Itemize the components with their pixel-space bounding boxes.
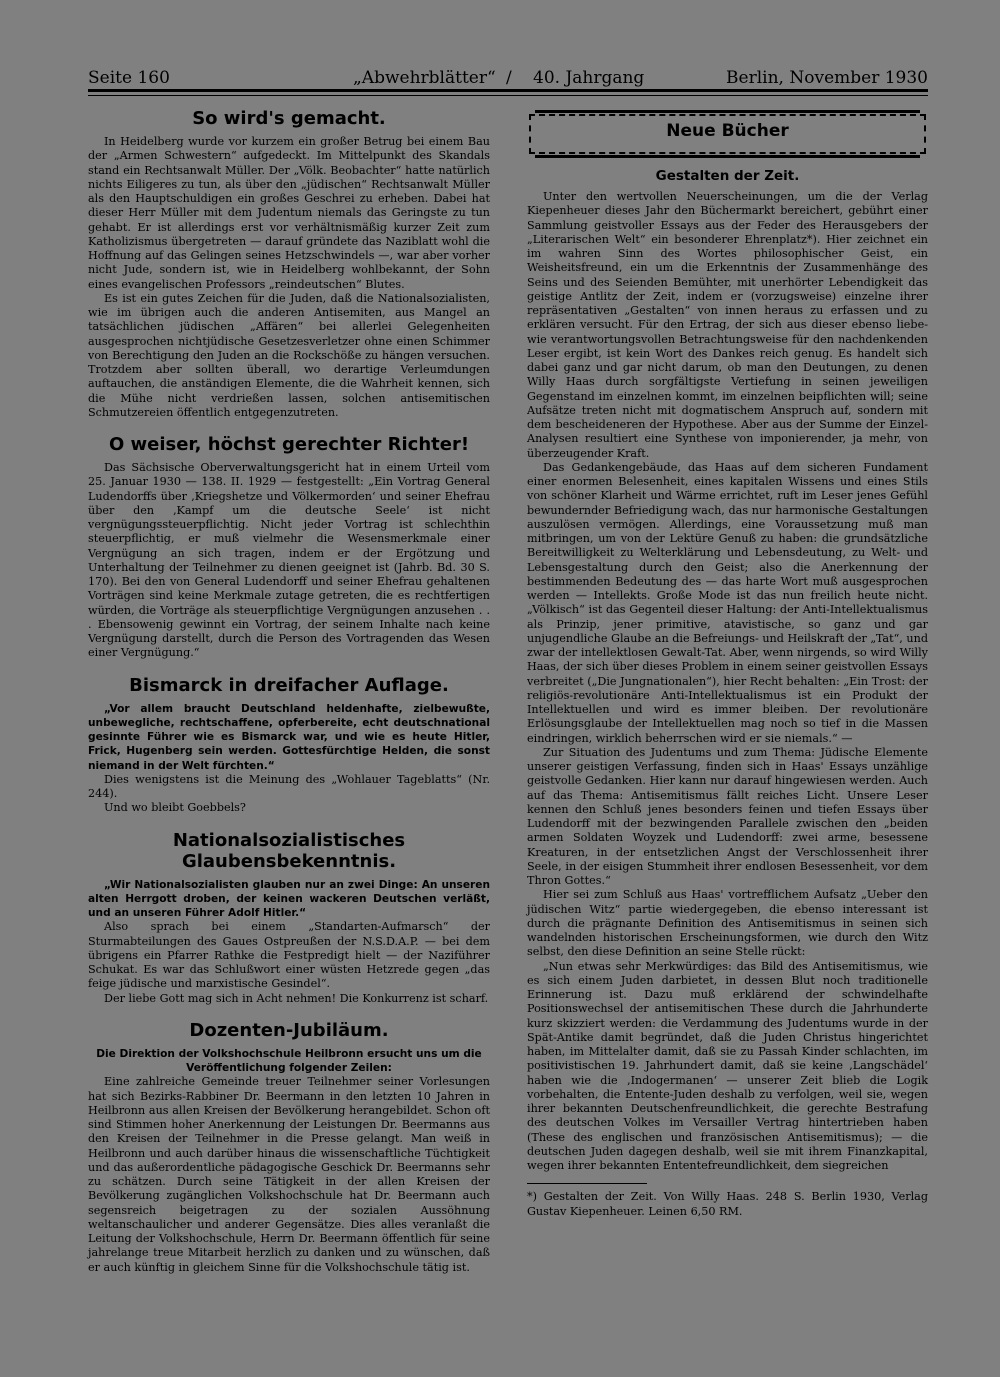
paragraph: Eine zahlreiche Gemeinde treuer Teilnehmer seiner Vorlesungen hat sich Bezirks-Rabbiner Dr. Beermann in den letzten 10 Jahren in Heilbronn aus allen Kreisen der Bevölkerung herangebildet. Schon oft sind Stimmen hoher Anerkennung der Leistungen Dr. Beermanns aus den Kreisen der Teilnehmer in die Presse gelangt. Man weiß in Heilbronn und auch darüber hinaus die wissenschaftliche Tüchtigkeit und das außerordentliche pädagogische Geschick Dr. Beermanns sehr zu schätzen. Durch seine Tätigkeit in der allen Kreisen der Bevölkerung zugänglichen Volkshochschule hat Dr. Beermann auch segensreich beigetragen zu der sozialen Aussöhnung weltanschaulicher und anderer Gegensätze. Dies alles veranlaßt die Leitung der Volkshochschule, Herrn Dr. Beermann öffentlich für seine jahrelange treue Mitarbeit herzlich zu danken und zu wünschen, daß er auch künftig in gleichem Sinne für die Volkshochschule tätig ist. <box>88 1075 490 1274</box>
header-separator: / <box>506 68 512 88</box>
paragraph: Also sprach bei einem „Standarten-Aufmarsch“ der Sturmabteilungen des Gaues Ostpreußen der N.S.D.A.P. — bei dem übrigens ein Pfarrer Rathke die Festpredigt hielt — der Naziführer Schukat. Es war das Schlußwort einer wüsten Hetzrede gegen „das feige jüdische und marxistische Gesindel“. <box>88 920 490 991</box>
article-title: Nationalsozialistisches Glaubensbekenntnis. <box>172 829 406 872</box>
paragraph: Der liebe Gott mag sich in Acht nehmen! Die Konkurrenz ist scharf. <box>104 991 489 1005</box>
box-rule-top <box>535 110 920 113</box>
left-column <box>88 108 490 1289</box>
quote-paragraph: „Wir Nationalsozialisten glauben nur an zwei Dinge: An unseren alten Herrgott droben, der keinen wackeren Deutschen verläßt, und an unseren Führer Adolf Hitler.“ <box>88 878 490 919</box>
article-title: Bismarck in dreifacher Auflage. <box>129 674 449 696</box>
review-title: Gestalten der Zeit. <box>655 168 800 184</box>
article-title: So wird's gemacht. <box>192 108 386 129</box>
article-bismarck <box>88 675 490 816</box>
article-richter <box>88 434 490 661</box>
section-title: Neue Bücher <box>666 121 789 141</box>
paragraph: Unter den wertvollen Neuerscheinungen, um die der Verlag Kiepenheuer dieses Jahr den Büchermarkt bereichert, gebührt einer Sammlung geistvoller Essays aus der Feder des Herausgebers der „Literarischen Welt“ ein besonderer Ehrenplatz*). Hier zeichnet ein im wahren Sinn des Wortes philosophischer Geist, ein Weisheitsfreund, ein um die Erkenntnis der Zusammenhänge des Seins und des Seienden Bemühter, mit unerhörter Lebendigkeit das geistige Antlitz der Zeit, indem er (vorzugsweise) einzelne ihrer repräsentativen „Gestalten“ von innen heraus zu erfassen und zu erklären versucht. Für den Ertrag, der sich aus dieser ebenso liebe- wie verantwortungsvollen Betrachtungsweise für den nachdenkenden Leser ergibt, ist kein Wort des Dankes reich genug. Es handelt sich dabei ganz und gar nicht darum, ob man den Deutungen, zu denen Willy Haas durch sorgfältigste Vertiefung in seinen jeweiligen Gegenstand im einzelnen kommt, im einzelnen beipflichten will; seine Aufsätze treten nicht mit dogmatischem Anspruch auf, sondern mit dem bescheideneren der Hypothese. Aber aus der Summe der Einzel-Analysen resultiert eine Synthese von imponierender, ja mehr, von überzeugender Kraft. <box>527 190 928 460</box>
volume: 40. Jahrgang <box>533 68 645 88</box>
paragraph: In Heidelberg wurde vor kurzem ein großer Betrug bei einem Bau der „Armen Schwestern“ aufgedeckt. Im Mittelpunkt des Skandals stand ein Rechtsanwalt Müller. Der „Völk. Beobachter“ hatte natürlich nichts Eiligeres zu tun, als über den „jüdischen“ Rechtsanwalt Müller als den Hauptschuldigen ein großes Geschrei zu erheben. Dabei hat dieser Herr Müller mit dem Judentum niemals das Geringste zu tun gehabt. Er ist allerdings erst vor verhältnismäßig kurzer Zeit zum Katholizismus übergetreten — darauf gründete das Naziblatt wohl die Hoffnung auf das Gelingen seines Hetzschwindels —, war aber vorher nicht Jude, sondern ist, wie in Heidelberg wohlbekannt, der Sohn eines evangelischen Professors „reindeutschen“ Blutes. <box>88 135 490 291</box>
page-number: Seite 160 <box>88 68 170 88</box>
article-glaubensbekenntnis <box>88 830 490 1006</box>
article-subhead: Die Direktion der Volkshochschule Heilbronn ersucht uns um die Veröffentlichung folgender Zeilen: <box>96 1047 482 1074</box>
article-title: O weiser, höchst gerechter Richter! <box>108 434 470 455</box>
footnote-rule <box>527 1183 647 1184</box>
article-dozenten-jubilaeum <box>88 1020 490 1275</box>
quote-paragraph: „Vor allem braucht Deutschland heldenhafte, zielbewußte, unbewegliche, rechtschaffene, opferbereite, echt deutschnational gesinnte Führer wie es Bismarck war, und wie es heute Hitler, Frick, Hugenberg sein werden. Gottesfürchtige Helden, die sonst niemand in der Welt fürchten.“ <box>88 702 490 772</box>
section-box-neue-buecher <box>527 108 928 160</box>
article-so-wirds-gemacht <box>88 108 490 420</box>
paragraph: Und wo bleibt Goebbels? <box>104 801 246 815</box>
paragraph: „Nun etwas sehr Merkwürdiges: das Bild des Antisemitismus, wie es sich einem Juden darbietet, in dessen Blut noch traditionelle Erinnerung ist. Dazu muß erklärend der schwindelhafte Positionswechsel der antisemitischen These durch die Jahrhunderte kurz skizziert werden: die Verdammung des Judentums wurde in der Spät-Antike damit begründet, daß die Juden Christus hingerichtet haben, im Mittelalter damit, daß sie zu Passah Kinder schlachten, im positivistischen 19. Jahrhundert damit, daß sie keine ‚Langschädel‘ haben wie die ‚Indogermanen‘ — unserer Zeit blieb die Logik vorbehalten, die Entente-Juden deshalb zu verfolgen, weil sie, wegen ihrer bekannten Deutschenfreundlichkeit, die gerechte Bestrafung des deutschen Volkes im Versailler Vertrag hintertrieben haben (These des englischen und französischen Antisemitismus); — die deutschen Juden dagegen deshalb, weil sie mit ihrem Finanzkapital, wegen ihrer bekannten Ententefreundlichkeit, dem siegreichen <box>527 959 928 1172</box>
paragraph: Dies wenigstens ist die Meinung des „Wohlauer Tageblatts“ (Nr. 244). <box>88 772 490 800</box>
paragraph: Es ist ein gutes Zeichen für die Juden, daß die Nationalsozialisten, wie im übrigen auch die anderen Antisemiten, aus Mangel an tatsächlichen jüdischen „Affären“ bei allerlei Gelegenheiten ausgesprochen nichtjüdische Gesetzesverletzer ohne einen Schimmer von Berechtigung den Juden an die Rockschöße zu hängen versuchen. Trotzdem aber sollten überall, wo derartige Verleumdungen auftauchen, die anständigen Elemente, die die Wahrheit kennen, sich die Mühe nicht verdrießen lassen, solchen antisemitischen Schmutzereien öffentlich entgegenzutreten. <box>88 291 490 419</box>
place-date: Berlin, November 1930 <box>726 68 928 88</box>
header-rule-thin <box>88 95 928 96</box>
right-column <box>527 108 928 1219</box>
paragraph: Das Gedankengebäude, das Haas auf dem sicheren Fundament einer enormen Belesenheit, eines kapitalen Wissens und eines Stils von schöner Klarheit und Wärme errichtet, ruft im Leser jenes Gefühl bewundernder Befriedigung wach, das nur harmonische Gestaltungen auszulösen vermögen. Allerdings, eine Voraussetzung muß man mitbringen, um von der Lektüre Genuß zu haben: die grundsätzliche Bereitwilligkeit zu Welterklärung und Lebensdeutung, zu Welt- und Lebensgestaltung durch den Geist; also die Anerkennung der bestimmenden Bedeutung des — das harte Wort muß ausgesprochen werden — Intellekts. Große Mode ist das nun freilich heute nicht. „Völkisch“ ist das Gegenteil dieser Haltung: der Anti-Intellektualismus als Prinzip, jener primitive, atavistische, so ganz und gar unjugendliche Glaube an die Befreiungs- und Heilskraft der „Tat“, und zwar der intellektlosen Gewalt-Tat. Aber, wenn nirgends, so wird Willy Haas, der sich über dieses Problem in einem seiner geistvollen Essays verbreitet („Die Jungnationalen“), hier Recht behalten: „Ein Trost: der religiös-revolutionäre Anti-Intellektualismus ist ein Produkt der Intellektuellen und wird es immer bleiben. Der revolutionäre Erlösungsglaube der Intellektuellen mag noch so tief in die Massen eindringen, wirklich beherrschen wird er sie niemals.“ — <box>527 460 928 745</box>
footnote: *) Gestalten der Zeit. Von Willy Haas. 248 S. Berlin 1930, Verlag Gustav Kiepenheuer. Leinen 6,50 RM. <box>527 1190 928 1218</box>
journal-title: „Abwehrblätter“ <box>353 68 496 88</box>
paragraph: Das Sächsische Oberverwaltungsgericht hat in einem Urteil vom 25. Januar 1930 — 138. II. 1929 — festgestellt: „Ein Vortrag General Ludendorffs über ‚Kriegshetze und Völkermorden‘ und seiner Ehefrau über den ‚Kampf um die deutsche Seele‘ ist nicht vergnügungssteuerpflichtig. Nicht jeder Vortrag ist schlechthin steuerpflichtig, er muß vielmehr die Wesensmerkmale einer Vergnügung an sich tragen, indem er der Ergötzung und Unterhaltung der Teilnehmer zu dienen geeignet ist (Jahrb. Bd. 30 S. 170). Bei den von General Ludendorff und seiner Ehefrau gehaltenen Vorträgen sind keine Merkmale zutage getreten, die es rechtfertigen würden, die Vorträge als steuerpflichtige Vergnügungen anzusehen . . . Ebensowenig gewinnt ein Vortrag, der seinem Inhalte nach keine Vergnügung darstellt, durch die Person des Vortragenden das Wesen einer Vergnügung.“ <box>88 461 490 660</box>
box-rule-bottom <box>535 155 920 158</box>
header-rule-thick <box>88 89 928 92</box>
paragraph: Zur Situation des Judentums und zum Thema: Jüdische Elemente unserer geistigen Verfassung, finden sich in Haas' Essays unzählige geistvolle Gedanken. Hier kann nur darauf hingewiesen werden. Auch auf das Thema: Antisemitismus fällt reiches Licht. Unsere Leser kennen den Schluß jenes besonders feinen und tiefen Essays über Ludendorff mit der bezwingenden Parallele zwischen den „beiden armen Soldaten Woyzek und Ludendorff: zwei arme, besessene Kreaturen, in der entsetzlichen Angst der Verschlossenheit ihrer Seele, in der eisigen Stummheit ihrer endlosen Besessenheit, vor dem Thron Gottes.“ <box>527 745 928 887</box>
article-title: Dozenten-Jubiläum. <box>189 1019 389 1041</box>
paragraph: Hier sei zum Schluß aus Haas' vortrefflichem Aufsatz „Ueber den jüdischen Witz“ partie wiedergegeben, die ebenso interessant ist durch die prägnante Definition des Antisemitismus in seinen sich wandelnden historischen Erscheinungsformen, wie durch den Witz selbst, den diese Definition an seine Stelle rückt: <box>527 888 928 959</box>
